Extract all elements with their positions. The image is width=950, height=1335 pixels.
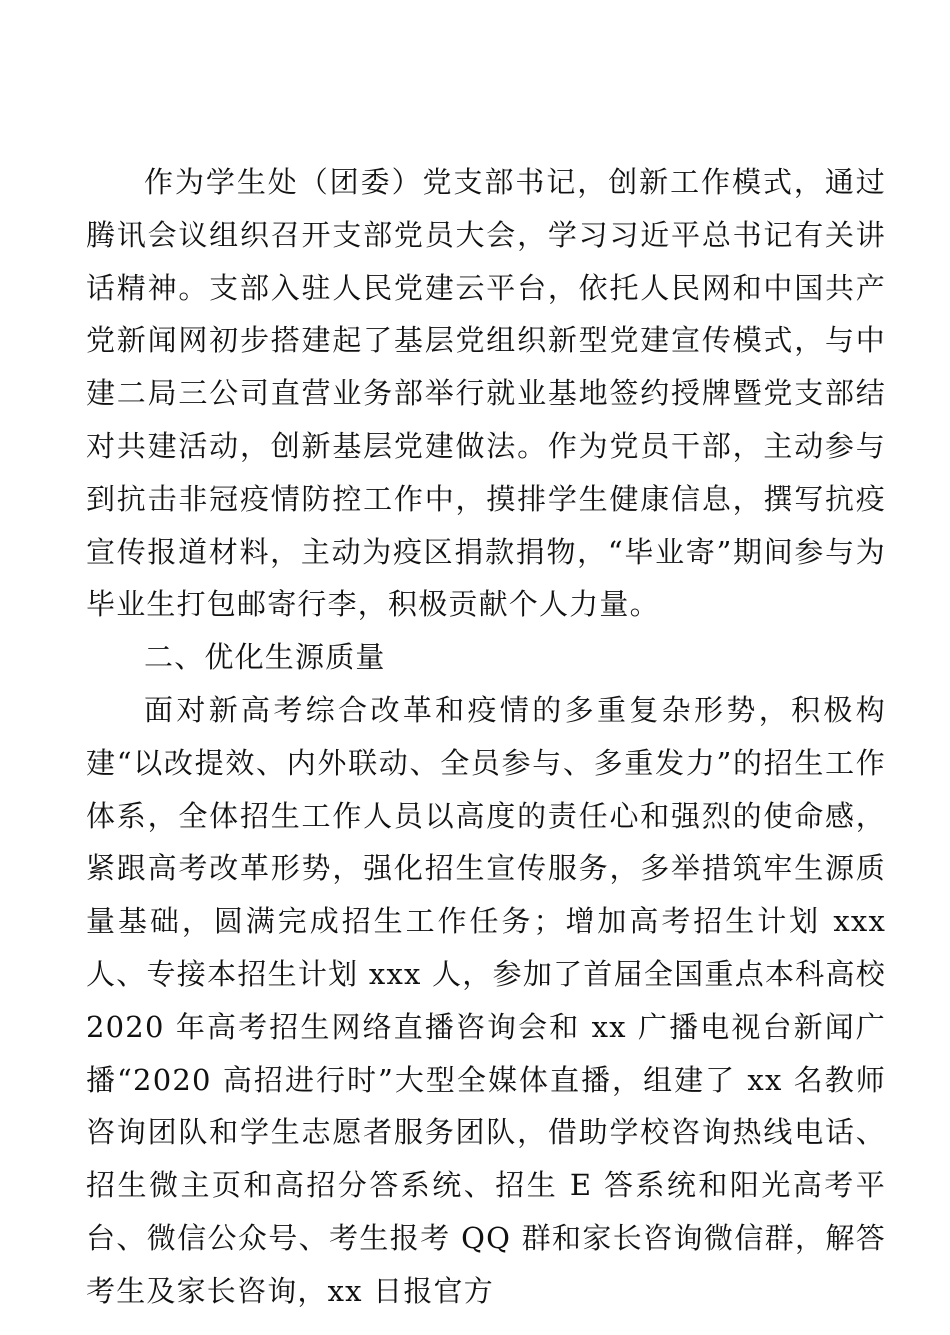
document-body [86, 156, 886, 1318]
paragraph-party-branch-work: 作为学生处（团委）党支部书记，创新工作模式，通过腾讯会议组织召开支部党员大会，学习习近平总书记有关讲话精神。支部入驻人民党建云平台，依托人民网和中国共产党新闻网初步搭建起了基层党组织新型党建宣传模式，与中建二局三公司直营业务部举行就业基地签约授牌暨党支部结对共建活动，创新基层党建做法。作为党员干部，主动参与到抗击非冠疫情防控工作中，摸排学生健康信息，撰写抗疫宣传报道材料，主动为疫区捐款捐物，“毕业寄”期间参与为毕业生打包邮寄行李，积极贡献个人力量。 [86, 165, 886, 622]
section-heading-optimize-student-quality: 二、优化生源质量 [144, 640, 386, 675]
paragraph-admissions-work: 面对新高考综合改革和疫情的多重复杂形势，积极构建“以改提效、内外联动、全员参与、多重发力”的招生工作体系，全体招生工作人员以高度的责任心和强烈的使命感，紧跟高考改革形势，强化招生宣传服务，多举措筑牢生源质量基础，圆满完成招生工作任务；增加高考招生计划 xxx 人、专接本招生计划 xxx 人，参加了首届全国重点本科高校 2020 年高考招生网络直播咨询会和 xx 广播电视台新闻广播“2020 高招进行时”大型全媒体直播，组建了 xx 名教师咨询团队和学生志愿者服务团队，借助学校咨询热线电话、招生微主页和高招分答系统、招生 E 答系统和阳光高考平台、微信公众号、考生报考 QQ 群和家长咨询微信群，解答考生及家长咨询，xx 日报官方 [86, 692, 886, 1308]
